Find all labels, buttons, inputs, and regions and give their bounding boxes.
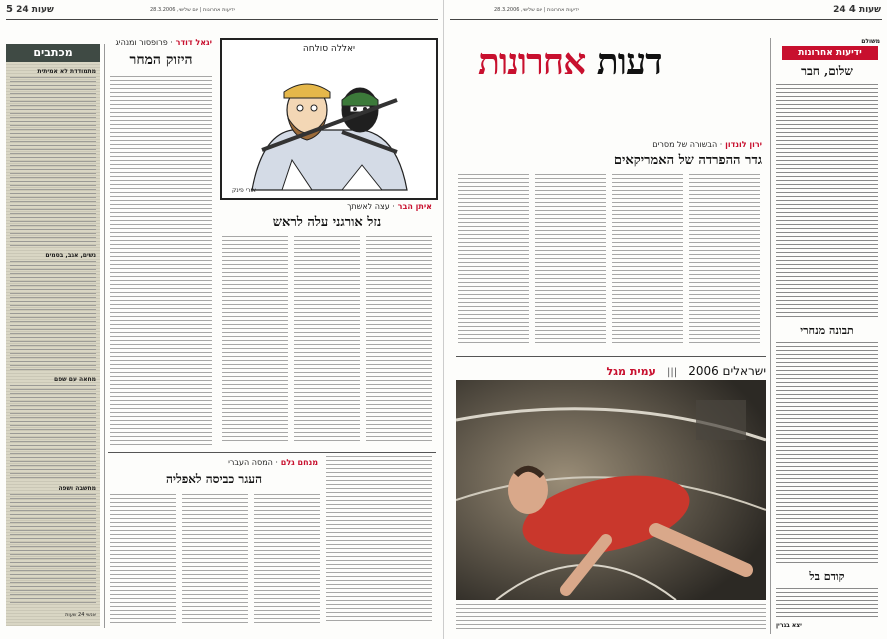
left-header-rule: [6, 19, 438, 20]
lead-story-body-col4: [689, 174, 760, 344]
cartoon-label: יאללה סולחה: [302, 44, 356, 54]
right-section-name: 24 שעות: [833, 5, 881, 15]
cartoon-signature: אורי פינק: [232, 187, 257, 194]
bottom-story-role: המסה העברי: [228, 458, 273, 467]
editorial-badge: ידיעות אחרונות: [782, 46, 878, 60]
editorial-mid-heading: תבונה מנחרי: [800, 324, 854, 337]
editorial-headline: שלום, חבר: [801, 64, 853, 78]
letter-heading: מחאה עם שפם: [54, 376, 96, 383]
bottom-story-body-col2: [182, 494, 248, 624]
letters-title: מכתבים: [6, 44, 100, 62]
center-story-headline: נזל אורגני עלה לראש: [272, 215, 382, 230]
letter-body: [10, 494, 96, 606]
editorial-body-top: [776, 84, 878, 318]
photo-feature-header: [456, 360, 766, 378]
editorial-kicker: משולם: [861, 38, 880, 45]
letter-body: [10, 77, 96, 247]
letters-sidebar: [6, 44, 100, 626]
top-column-body: [110, 76, 212, 446]
photo-series-title: ישראלים 2006: [688, 364, 766, 378]
photo-caption-text: [456, 604, 766, 632]
right-page: [444, 0, 887, 639]
editorial-body-bottom: [776, 588, 878, 618]
lead-story-headline: גדר ההפרדה של האמריקאים: [613, 153, 762, 168]
center-story-role: עצה לאשתך: [347, 202, 390, 211]
opinions-masthead: [478, 40, 662, 84]
center-story-kicker: איתן הבר · עצה לאשתך: [347, 202, 432, 211]
editorial-body-mid: [776, 342, 878, 564]
bottom-story-author: מנחם גלם: [280, 458, 318, 467]
right-dateline: ידיעות אחרונות | יום שלישי, 28.3.2006: [494, 7, 579, 13]
photo-photographer: עמית מגל: [606, 365, 656, 378]
bottom-continuation-body: [326, 456, 432, 624]
masthead-part2: אחרונות: [478, 41, 586, 83]
letter-body: [10, 385, 96, 480]
masthead-part1: דעות: [596, 41, 662, 83]
bottom-story-body-col1: [110, 494, 176, 624]
bottom-section-rule: [108, 452, 436, 453]
right-header-rule: [450, 19, 882, 20]
photo-feature-rule: [456, 356, 766, 357]
editorial-divider: [770, 38, 771, 634]
lead-story-author: ירון לונדון: [725, 140, 762, 149]
center-story-body-col3: [366, 236, 432, 442]
top-opinion-column: [108, 38, 214, 448]
editorial-cartoon: [220, 38, 438, 200]
center-story-body-col1: [222, 236, 288, 442]
photo-series-separator: |||: [666, 367, 678, 378]
center-story-body-col2: [294, 236, 360, 442]
editorial-column: [774, 38, 880, 634]
feature-photo: [456, 380, 766, 600]
top-column-kicker: יגאל דודר · פרופסור ומנהיג: [115, 38, 212, 47]
lead-story-body-col3: [612, 174, 683, 344]
left-dateline: ידיעות אחרונות | יום שלישי, 28.3.2006: [150, 7, 235, 13]
cartoon-drawing: [222, 40, 436, 198]
letter-heading: מחשבה ושפה: [58, 485, 96, 492]
feature-photo-image: [456, 380, 766, 600]
top-column-headline: היזוק המחר: [129, 52, 193, 68]
center-story-author: איתן הבר: [397, 202, 432, 211]
left-section-name: 24 שעות: [16, 5, 54, 15]
editorial-bottom-heading: קודם בל: [809, 570, 845, 583]
bottom-story-body-col3: [254, 494, 320, 624]
letter-body: [10, 261, 96, 371]
editorial-signoff: יצא בגרין: [776, 622, 802, 629]
sidebar-divider: [104, 44, 105, 628]
left-running-head: [6, 4, 54, 18]
letter-heading: מתמודדת לא אמיתית: [37, 68, 96, 75]
lead-story: [456, 140, 766, 350]
left-page-number: 5: [6, 4, 13, 15]
bottom-story-headline: העגר כביסה לאפליה: [166, 472, 262, 486]
letters-footer: אנשי 24 שעות: [65, 612, 96, 618]
top-column-role: פרופסור ומנהיג: [115, 38, 168, 47]
right-running-head: [833, 4, 881, 18]
letter-heading: נשים, אגב, בסמים: [45, 252, 96, 259]
bottom-story: [108, 456, 436, 628]
lead-story-body-col2: [535, 174, 606, 344]
bottom-story-kicker: מנחם גלם · המסה העברי: [228, 458, 318, 467]
right-page-number: 4: [848, 4, 856, 15]
lead-story-role: הבשורה של מסרים: [652, 140, 718, 149]
center-story: [220, 202, 434, 446]
top-column-author: יגאל דודר: [175, 38, 212, 47]
lead-story-body-col1: [458, 174, 529, 344]
lead-story-kicker: ירון לונדון · הבשורה של מסרים: [652, 140, 762, 149]
photo-caption: [456, 604, 766, 632]
